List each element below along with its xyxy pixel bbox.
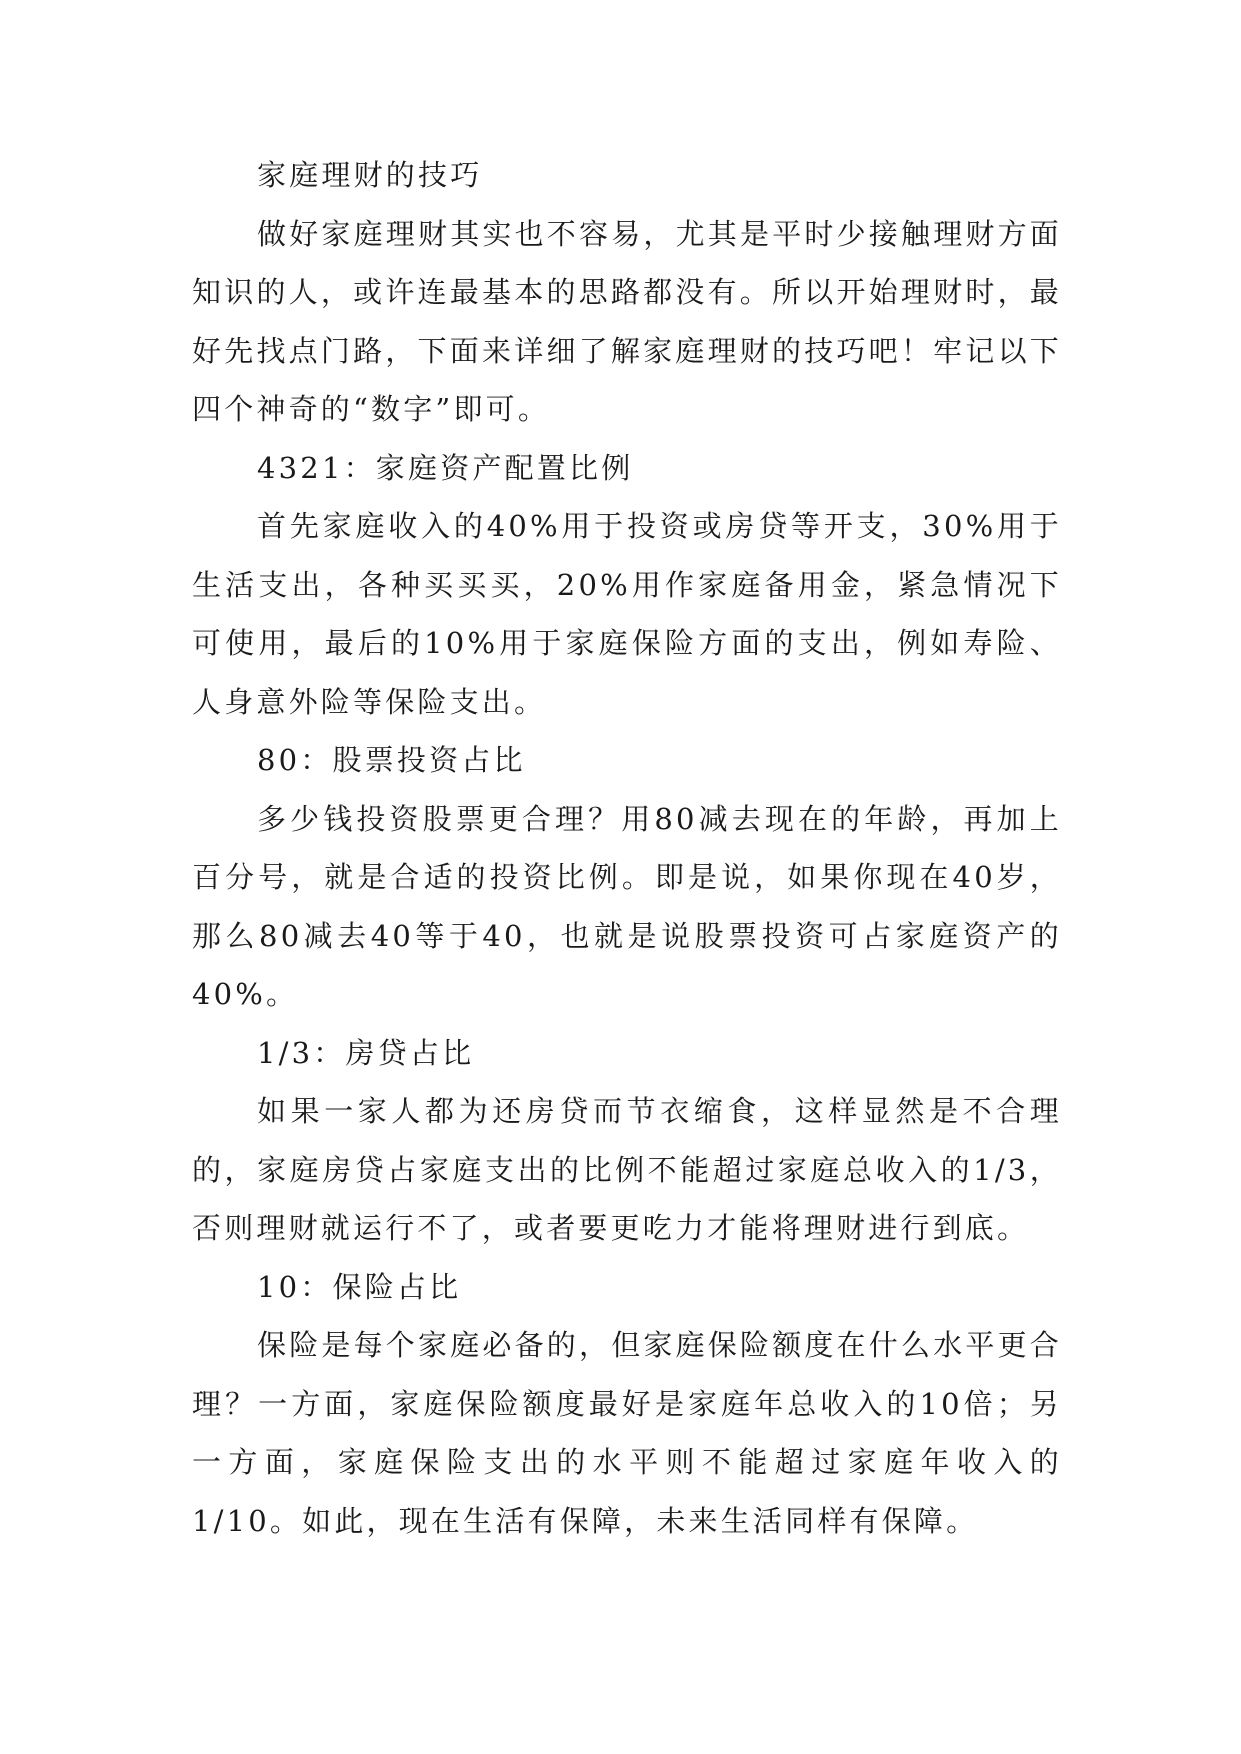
- section-heading-mortgage-ratio: 1/3：房贷占比: [257, 1035, 475, 1070]
- section-heading-asset-allocation: 4321：家庭资产配置比例: [257, 450, 634, 485]
- section-body-insurance-ratio: 保险是每个家庭必备的，但家庭保险额度在什么水平更合理？一方面，家庭保险额度最好是家庭年总收入的10倍；另一方面，家庭保险支出的水平则不能超过家庭年收入的1/10。如此，现在生活有保障，未来生活同样有保障。: [192, 1328, 1063, 1538]
- section-body-asset-allocation: 首先家庭收入的40%用于投资或房贷等开支，30%用于生活支出，各种买买买，20%用作家庭备用金，紧急情况下可使用，最后的10%用于家庭保险方面的支出，例如寿险、人身意外险等保险支出。: [192, 509, 1062, 719]
- section-heading-insurance-ratio: 10：保险占比: [257, 1269, 462, 1304]
- intro-paragraph: 做好家庭理财其实也不容易，尤其是平时少接触理财方面知识的人，或许连最基本的思路都没有。所以开始理财时，最好先找点门路，下面来详细了解家庭理财的技巧吧！牢记以下四个神奇的“数字”即可。: [192, 216, 1063, 426]
- section-body-mortgage-ratio: 如果一家人都为还房贷而节衣缩食，这样显然是不合理的，家庭房贷占家庭支出的比例不能超过家庭总收入的1/3，否则理财就运行不了，或者要更吃力才能将理财进行到底。: [192, 1094, 1062, 1245]
- section-heading-stock-ratio: 80：股票投资占比: [257, 743, 526, 777]
- document-title: 家庭理财的技巧: [257, 158, 483, 192]
- section-body-stock-ratio: 多少钱投资股票更合理？用80减去现在的年龄，再加上百分号，就是合适的投资比例。即是说，如果你现在40岁，那么80减去40等于40，也就是说股票投资可占家庭资产的40%。: [192, 801, 1062, 1011]
- document-body: [192, 146, 1062, 1550]
